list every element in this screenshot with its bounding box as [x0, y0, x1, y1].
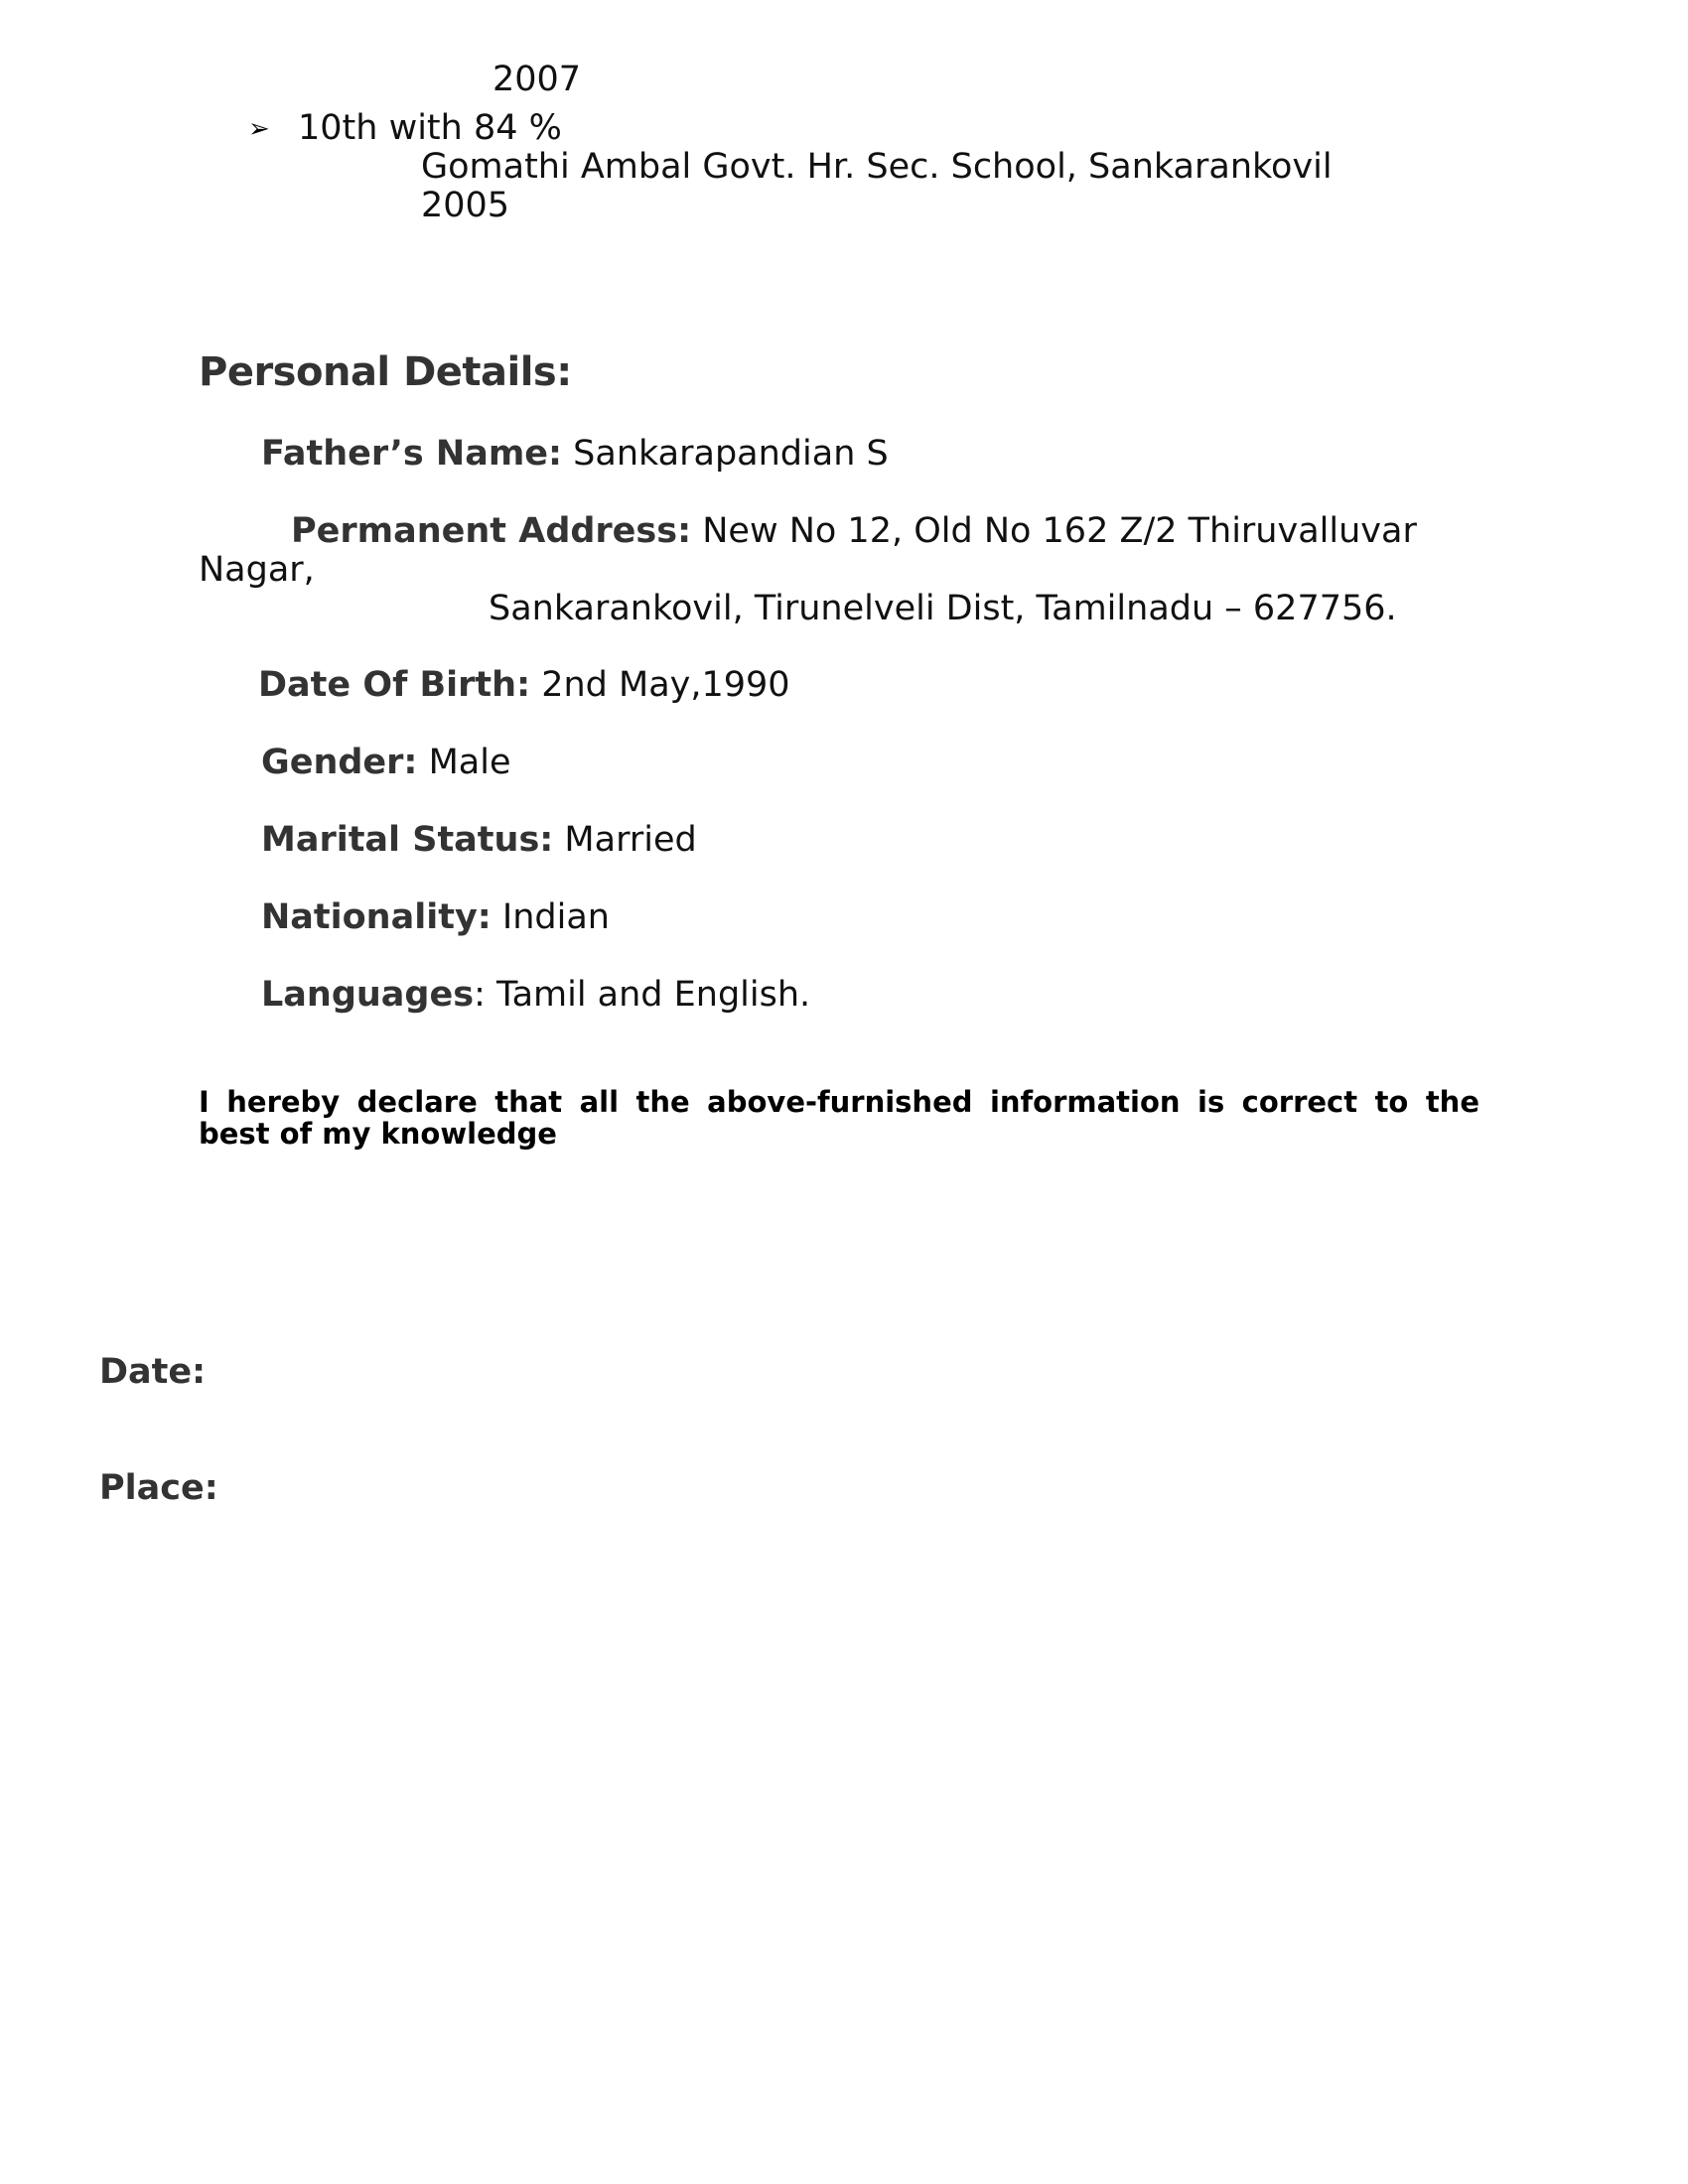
- permanent-address-row: [291, 511, 1417, 551]
- languages-label: Languages: [261, 975, 475, 1015]
- permanent-address-line3: Sankarankovil, Tirunelveli Dist, Tamilnadu – 627756.: [489, 589, 1397, 628]
- nationality-row: [261, 897, 610, 937]
- father-name-value: Sankarapandian S: [573, 434, 889, 474]
- gender-value: Male: [428, 743, 511, 782]
- marital-status-row: [261, 820, 697, 860]
- permanent-address-line1: New No 12, Old No 162 Z/2 Thiruvalluvar: [702, 511, 1417, 551]
- prev-education-year: 2007: [492, 60, 582, 99]
- date-of-birth-value: 2nd May,1990: [541, 665, 790, 705]
- father-name-row: [261, 434, 889, 474]
- date-of-birth-row: [258, 665, 790, 705]
- personal-details-heading: Personal Details:: [199, 349, 572, 395]
- education-item-title: 10th with 84 %: [298, 108, 562, 148]
- date-label: Date:: [99, 1352, 207, 1392]
- marital-status-value: Married: [564, 820, 697, 860]
- declaration-text: I hereby declare that all the above-furnished information is correct to the best of my knowledge: [199, 1085, 1479, 1151]
- nationality-value: Indian: [501, 897, 610, 937]
- place-label: Place:: [99, 1468, 218, 1508]
- marital-status-label: Marital Status:: [261, 820, 554, 860]
- date-of-birth-label: Date Of Birth:: [258, 665, 531, 705]
- permanent-address-label: Permanent Address:: [291, 511, 692, 551]
- gender-label: Gender:: [261, 743, 418, 782]
- education-item-school: Gomathi Ambal Govt. Hr. Sec. School, Sankarankovil: [421, 147, 1333, 187]
- nationality-label: Nationality:: [261, 897, 492, 937]
- languages-row: [261, 975, 810, 1015]
- gender-row: [261, 743, 510, 782]
- father-name-label: Father’s Name:: [261, 434, 563, 474]
- arrowhead-bullet-icon: ➢: [248, 114, 270, 144]
- languages-value: : Tamil and English.: [474, 975, 811, 1015]
- permanent-address-line2: Nagar,: [199, 550, 315, 590]
- education-item-year: 2005: [421, 186, 510, 225]
